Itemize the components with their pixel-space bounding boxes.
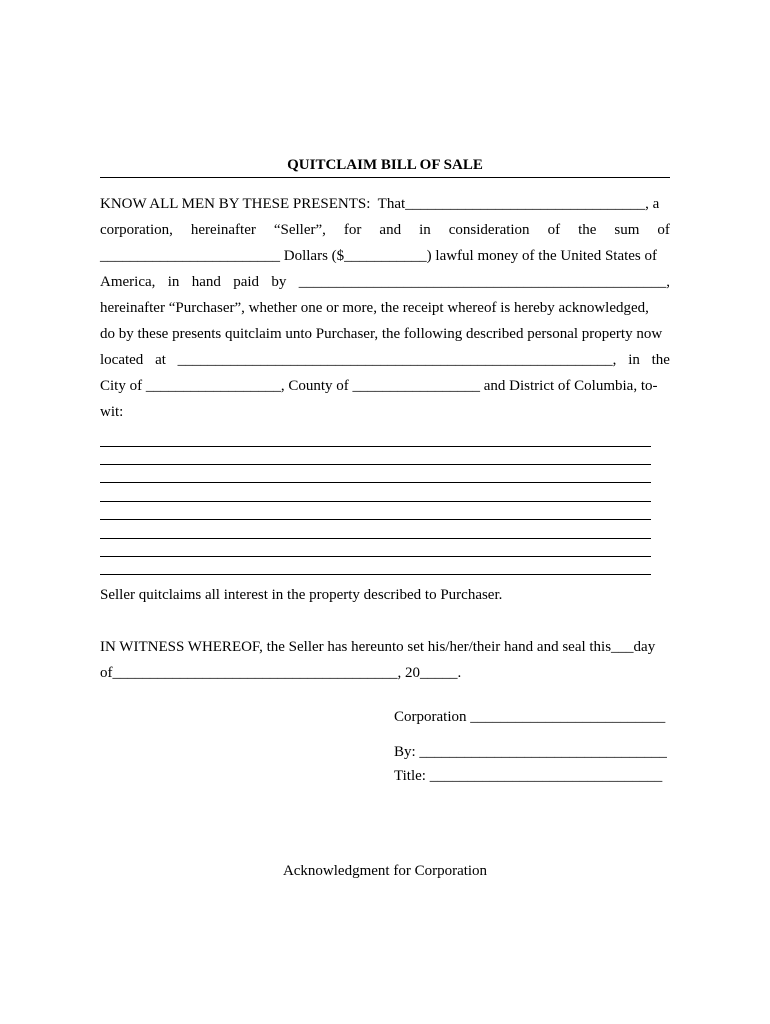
property-description-lines <box>100 429 651 576</box>
word: at <box>155 352 166 368</box>
signature-title-field[interactable]: Title: _______________________________ <box>394 768 663 784</box>
blank-line[interactable] <box>100 429 651 447</box>
paragraph-line-9: wit: <box>100 404 124 420</box>
signature-corporation-field[interactable]: Corporation __________________________ <box>394 709 666 725</box>
word: in <box>628 352 640 368</box>
paragraph-line-4 <box>100 273 670 291</box>
paragraph-line-2 <box>100 221 670 239</box>
paragraph-line-1: KNOW ALL MEN BY THESE PRESENTS: That________________________________, a <box>100 196 660 212</box>
blank-line[interactable] <box>100 521 651 539</box>
document-title: QUITCLAIM BILL OF SALE <box>100 156 670 178</box>
word: corporation, <box>100 222 173 238</box>
word: the <box>578 222 597 238</box>
word: hand <box>191 274 221 290</box>
seller-quitclaim-clause: Seller quitclaims all interest in the property described to Purchaser. <box>100 587 503 603</box>
witness-clause-line-1: IN WITNESS WHEREOF, the Seller has hereunto set his/her/their hand and seal this___day <box>100 639 656 655</box>
word: __________________________________________________________, <box>177 352 617 368</box>
signature-by-field[interactable]: By: _________________________________ <box>394 744 667 760</box>
word: America, <box>100 274 156 290</box>
blank-line[interactable] <box>100 484 651 502</box>
word: _________________________________________________, <box>298 274 670 290</box>
word: sum <box>614 222 640 238</box>
word: in <box>419 222 431 238</box>
blank-line[interactable] <box>100 539 651 557</box>
word: of <box>547 222 561 238</box>
paragraph-line-3: ________________________ Dollars ($___________) lawful money of the United States of <box>100 248 658 264</box>
blank-line[interactable] <box>100 503 651 521</box>
word: of <box>657 222 670 238</box>
paragraph-line-5: hereinafter “Purchaser”, whether one or more, the receipt whereof is hereby acknowledged, <box>100 300 649 316</box>
word: in <box>167 274 180 290</box>
acknowledgment-heading: Acknowledgment for Corporation <box>282 863 488 879</box>
paragraph-line-8: City of __________________, County of _________________ and District of Columbia, to- <box>100 378 658 394</box>
word: consideration <box>448 222 530 238</box>
word: paid <box>233 274 260 290</box>
word: and <box>379 222 402 238</box>
paragraph-line-6: do by these presents quitclaim unto Purchaser, the following described personal property now <box>100 326 663 342</box>
blank-line[interactable] <box>100 447 651 465</box>
word: by <box>271 274 287 290</box>
word: for <box>343 222 362 238</box>
blank-line[interactable] <box>100 466 651 484</box>
blank-line[interactable] <box>100 558 651 576</box>
paragraph-line-7 <box>100 351 670 369</box>
word: hereinafter <box>190 222 256 238</box>
word: the <box>651 352 670 368</box>
witness-clause-line-2: of______________________________________, 20_____. <box>100 665 462 681</box>
word: located <box>100 352 144 368</box>
word: “Seller”, <box>273 222 326 238</box>
